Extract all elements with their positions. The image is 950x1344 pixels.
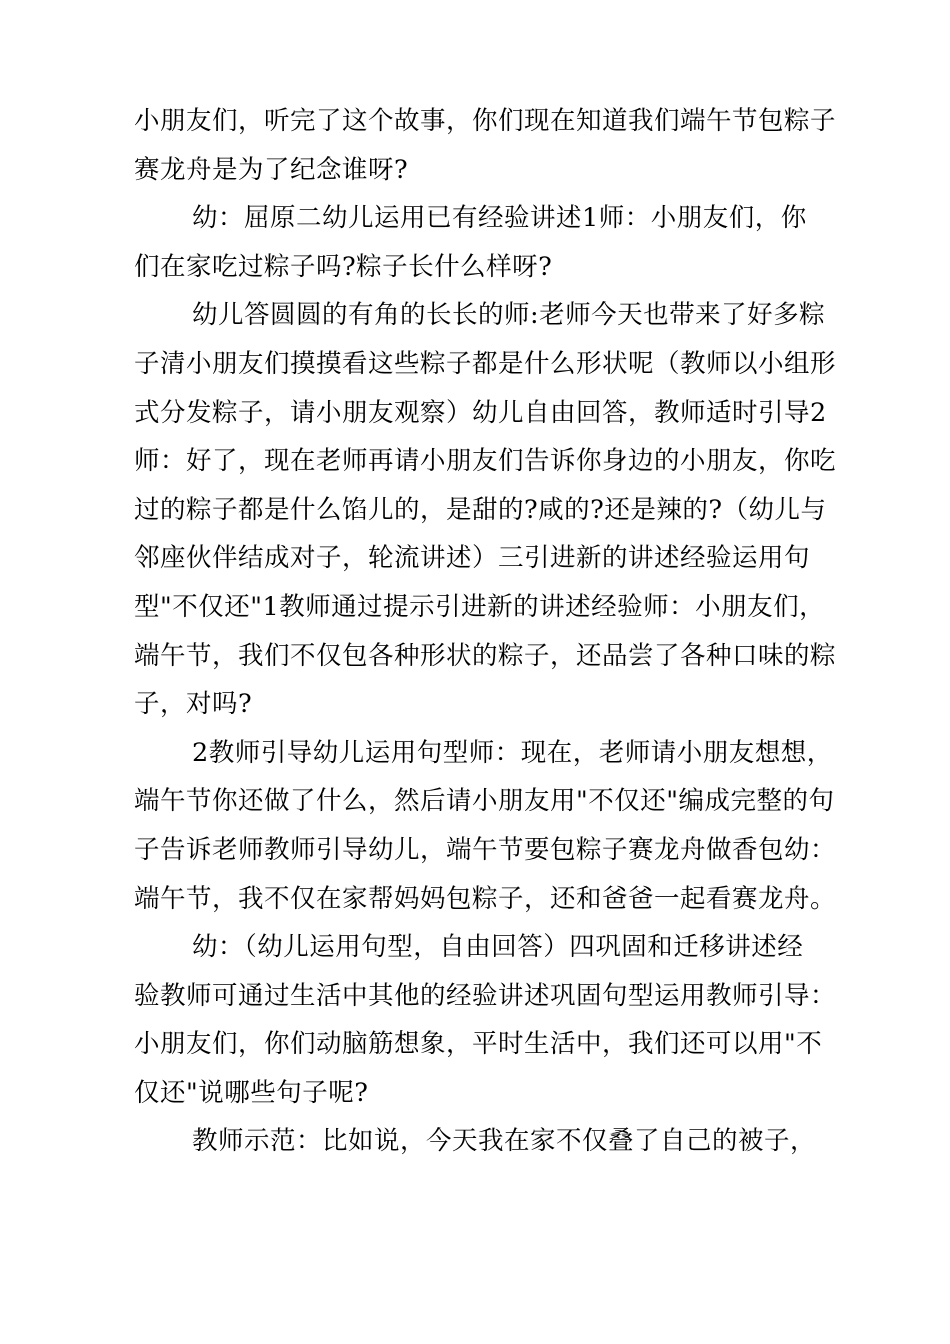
text-line: 赛龙舟是为了纪念谁呀?	[134, 154, 409, 185]
paragraph-5	[134, 923, 837, 1117]
text-line: 小朋友们，听完了这个故事，你们现在知道我们端午节包粽子	[134, 106, 837, 136]
text-line: 端午节，我们不仅包各种形状的粽子，还品尝了各种口味的粽	[134, 640, 837, 671]
text-line: 们在家吃过粽子吗?粽子长什么样呀?	[134, 251, 553, 282]
paragraph-3	[134, 291, 837, 728]
paragraph-2	[134, 194, 824, 291]
text-line: 幼：（幼儿运用句型，自由回答）四巩固和迁移讲述经	[192, 932, 804, 963]
text-line: 式分发粽子，请小朋友观察）幼儿自由回答，教师适时引导2	[134, 397, 827, 428]
text-line: 子清小朋友们摸摸看这些粽子都是什么形状呢（教师以小组形	[134, 348, 837, 379]
text-line: 端午节，我不仅在家帮妈妈包粽子，还和爸爸一起看赛龙舟。	[134, 883, 837, 914]
paragraph-6	[134, 1117, 824, 1166]
paragraph-4	[134, 729, 837, 923]
body-text	[134, 97, 837, 1166]
text-line: 幼儿答圆圆的有角的长长的师:老师今天也带来了好多粽	[192, 300, 826, 331]
text-line: 验教师可通过生活中其他的经验讲述巩固句型运用教师引导：	[134, 980, 837, 1011]
text-line: 端午节你还做了什么，然后请小朋友用"不仅还"编成完整的句	[134, 786, 835, 817]
paragraph-1	[134, 97, 837, 194]
text-line: 子告诉老师教师引导幼儿，端午节要包粽子赛龙舟做香包幼：	[134, 834, 837, 865]
text-line: 子，对吗?	[134, 689, 253, 720]
text-line: 小朋友们，你们动脑筋想象，平时生活中，我们还可以用"不	[134, 1029, 823, 1060]
text-line: 幼：屈原二幼儿运用已有经验讲述1师：小朋友们，你	[192, 203, 807, 234]
text-line: 邻座伙伴结成对子，轮流讲述）三引进新的讲述经验运用句	[134, 543, 811, 574]
text-line: 2教师引导幼儿运用句型师：现在，老师请小朋友想想，	[192, 737, 833, 768]
text-line: 师：好了，现在老师再请小朋友们告诉你身边的小朋友，你吃	[134, 446, 837, 477]
text-line: 型"不仅还"1教师通过提示引进新的讲述经验师：小朋友们，	[134, 591, 826, 622]
text-line: 教师示范：比如说，今天我在家不仅叠了自己的被子，	[192, 1126, 817, 1157]
text-line: 过的粽子都是什么馅儿的，是甜的?咸的?还是辣的?（幼儿与	[134, 494, 827, 525]
text-line: 仅还"说哪些句子呢?	[134, 1077, 369, 1108]
